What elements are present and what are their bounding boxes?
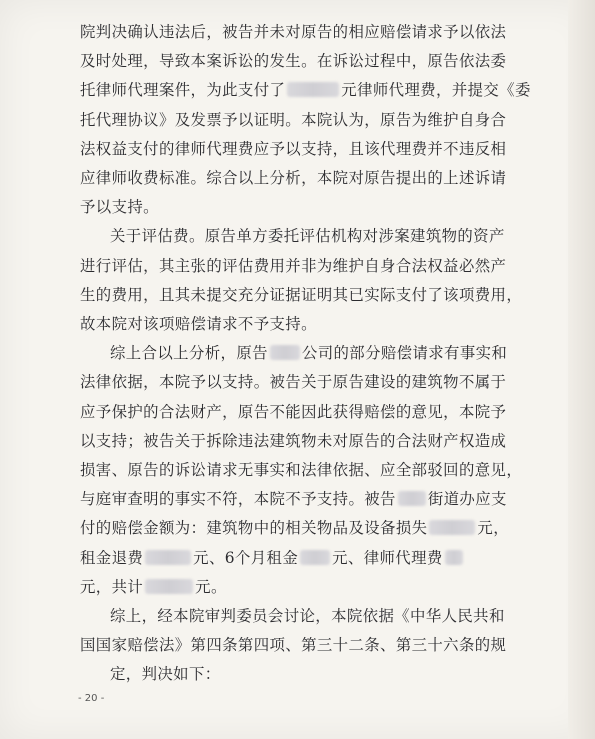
text-line: 院判决确认违法后，被告并未对原告的相应赔偿请求予以依法 bbox=[80, 23, 507, 41]
text-line: 进行评估，其主张的评估费用并非为维护自身合法权益必然产 bbox=[80, 256, 507, 275]
text-line: 租金退费 元、6个月租金 元、律师代理费 bbox=[80, 545, 465, 571]
redacted-street-name bbox=[398, 491, 426, 506]
text-line: 综上合以上分析，原告 公司的部分赔偿请求有事实和 bbox=[110, 344, 508, 363]
redacted-amount bbox=[300, 550, 330, 565]
redacted-amount bbox=[287, 82, 339, 97]
text-line: 元，共计 元。 bbox=[80, 577, 227, 596]
text-line: 以支持；被告关于拆除违法建筑物未对原告的合法财产权造成 bbox=[80, 431, 507, 450]
text-line: 及时处理，导致本案诉讼的发生。在诉讼过程中，原告依法委 bbox=[80, 52, 507, 71]
text-line: 关于评估费。原告单方委托评估机构对涉案建筑物的资产 bbox=[110, 227, 505, 246]
redacted-amount bbox=[145, 550, 191, 565]
text-line: 故本院对该项赔偿请求不予支持。 bbox=[80, 315, 317, 333]
text-line: 损害、原告的诉讼请求无事实和法律依据、应全部驳回的意见， bbox=[80, 461, 523, 479]
text-line: 生的费用，且其未提交充分证据证明其已实际支付了该项费用， bbox=[80, 285, 523, 304]
text-line: 法权益支付的律师代理费应予以支持，且该代理费并不违反相 bbox=[80, 139, 507, 158]
page-edge-shadow bbox=[568, 0, 595, 739]
text-line: 托代理协议》及发票予以证明。本院认为，原告为维护自身合 bbox=[80, 110, 507, 129]
redacted-amount bbox=[429, 520, 475, 535]
text-line: 法律依据，本院予以支持。被告关于原告建设的建筑物不属于 bbox=[80, 373, 507, 392]
redacted-company-name bbox=[270, 345, 300, 360]
text-line: 付的赔偿金额为：建筑物中的相关物品及设备损失 元， bbox=[80, 519, 509, 538]
text-line: 托律师代理案件，为此支付了 元律师代理费，并提交《委 bbox=[80, 81, 531, 100]
text-line: 应予保护的合法财产，原告不能因此获得赔偿的意见，本院予 bbox=[80, 402, 507, 421]
text-line: 应律师收费标准。综合以上分析，本院对原告提出的上述诉请 bbox=[80, 169, 507, 187]
text-line: 综上，经本院审判委员会讨论，本院依据《中华人民共和 bbox=[110, 607, 505, 625]
text-line: 定，判决如下： bbox=[110, 665, 221, 684]
redacted-amount bbox=[145, 579, 193, 594]
text-line: 予以支持。 bbox=[80, 198, 159, 217]
page-number: - 20 - bbox=[78, 692, 105, 704]
text-line: 国国家赔偿法》第四条第四项、第三十二条、第三十六条的规 bbox=[80, 636, 507, 655]
text-line: 与庭审查明的事实不符，本院不予支持。被告 街道办应支 bbox=[80, 490, 507, 509]
redacted-amount bbox=[445, 550, 463, 565]
